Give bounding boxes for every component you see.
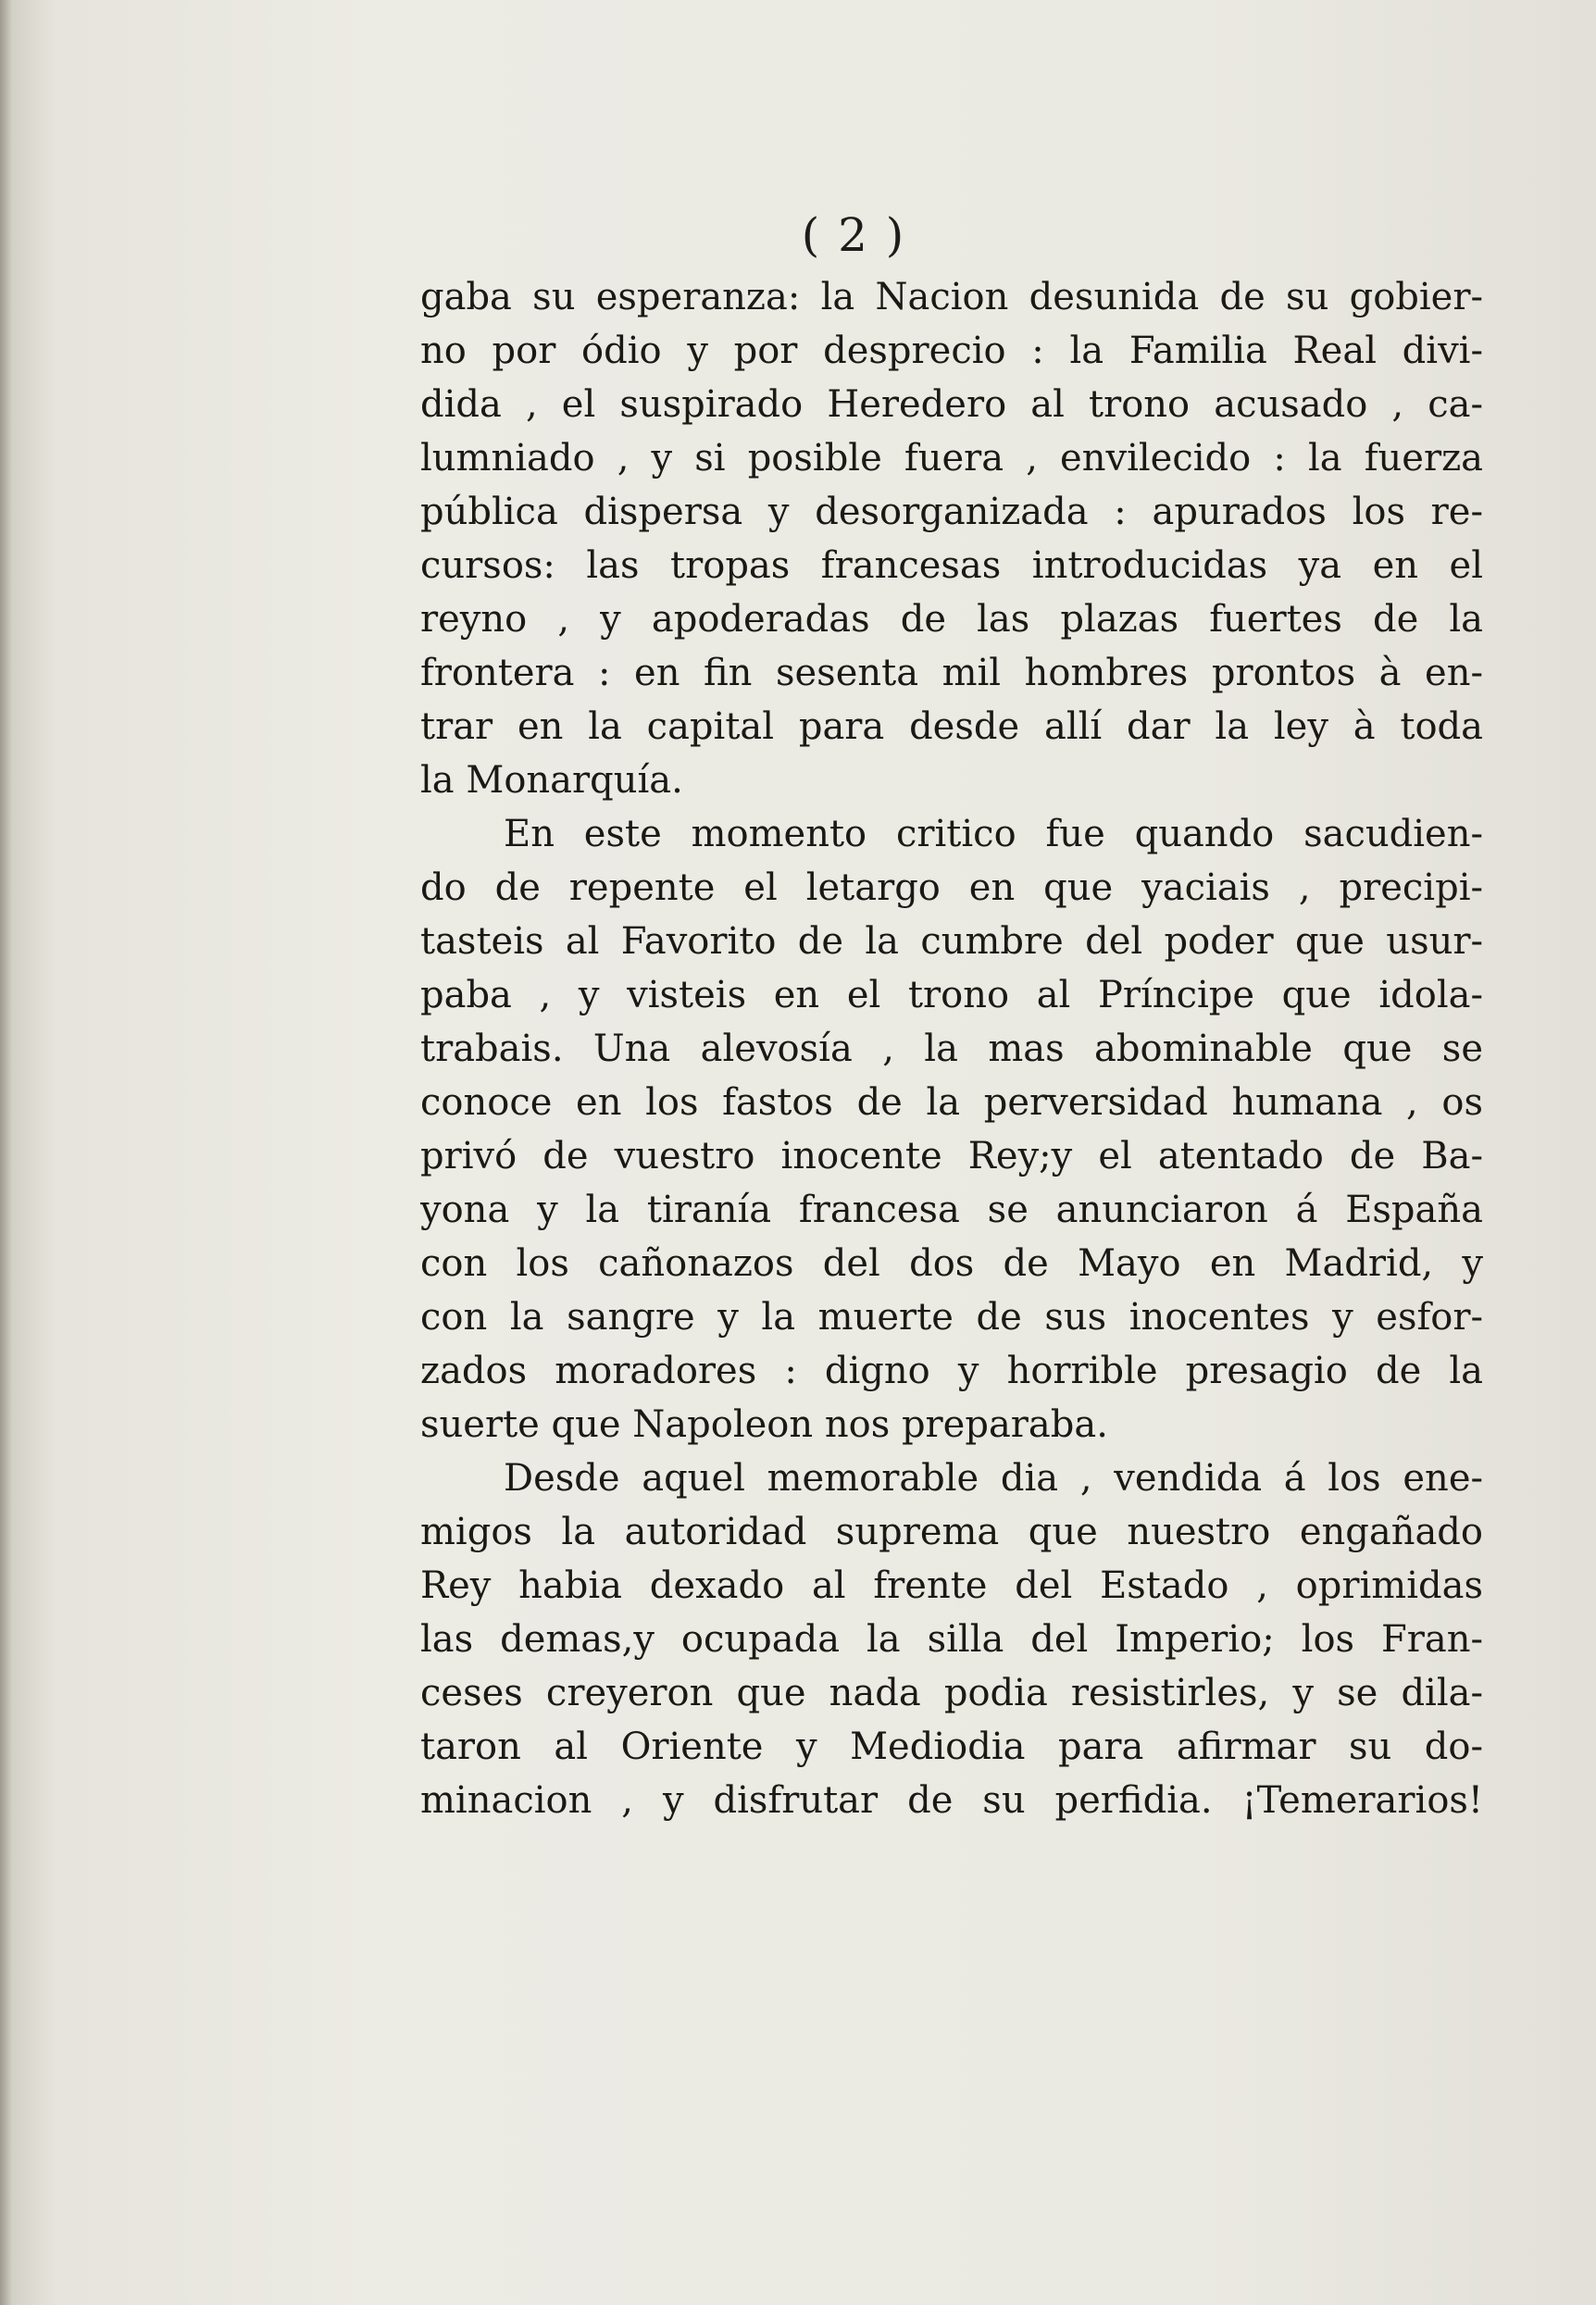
text-line: trabais. Una alevosía , la mas abominable que se: [420, 1028, 1483, 1070]
page-binding-edge: [0, 0, 13, 2305]
text-line: pública dispersa y desorganizada : apurados los re-: [420, 491, 1483, 533]
text-line: suerte que Napoleon nos preparaba.: [420, 1403, 1108, 1446]
text-line: con los cañonazos del dos de Mayo en Madrid, y: [420, 1242, 1483, 1285]
text-line: taron al Oriente y Mediodia para afirmar su do-: [420, 1726, 1483, 1768]
text-line: las demas,y ocupada la silla del Imperio; los Fran-: [420, 1618, 1483, 1661]
text-line: migos la autoridad suprema que nuestro engañado: [420, 1511, 1483, 1553]
text-line: do de repente el letargo en que yaciais , precipi-: [420, 866, 1483, 909]
text-line: cursos: las tropas francesas introducidas ya en el: [420, 544, 1483, 587]
text-line: reyno , y apoderadas de las plazas fuertes de la: [420, 598, 1483, 641]
text-line: Rey habia dexado al frente del Estado , oprimidas: [420, 1564, 1483, 1607]
text-line: yona y la tiranía francesa se anunciaron á España: [420, 1189, 1483, 1231]
text-line: minacion , y disfrutar de su perfidia. ¡Temerarios!: [420, 1779, 1483, 1822]
text-line: paba , y visteis en el trono al Príncipe que idola-: [420, 974, 1483, 1016]
text-line: dida , el suspirado Heredero al trono acusado , ca-: [420, 383, 1483, 426]
page-number: ( 2 ): [801, 208, 906, 262]
text-line: lumniado , y si posible fuera , envilecido : la fuerza: [420, 437, 1483, 480]
text-line: En este momento critico fue quando sacudien-: [504, 813, 1483, 855]
text-line: la Monarquía.: [420, 759, 683, 802]
text-line: con la sangre y la muerte de sus inocentes y esfor-: [420, 1296, 1483, 1339]
text-line: tasteis al Favorito de la cumbre del poder que usur-: [420, 920, 1483, 963]
body-text: [420, 270, 1483, 1827]
paragraph-3: [420, 1452, 1483, 1827]
text-line: ceses creyeron que nada podia resistirles, y se dila-: [420, 1672, 1483, 1714]
text-line: conoce en los fastos de la perversidad humana , os: [420, 1081, 1483, 1124]
paragraph-1: [420, 270, 1483, 807]
text-line: frontera : en fin sesenta mil hombres prontos à en-: [420, 652, 1483, 694]
text-line: zados moradores : digno y horrible presagio de la: [420, 1350, 1483, 1392]
text-line: no por ódio y por desprecio : la Familia Real divi-: [420, 330, 1483, 372]
text-line: privó de vuestro inocente Rey;y el atentado de Ba-: [420, 1135, 1483, 1177]
paragraph-2: [420, 807, 1483, 1452]
text-line: trar en la capital para desde allí dar la ley à toda: [420, 705, 1483, 748]
text-line: Desde aquel memorable dia , vendida á los ene-: [504, 1457, 1483, 1500]
text-line: gaba su esperanza: la Nacion desunida de su gobier-: [420, 276, 1483, 318]
